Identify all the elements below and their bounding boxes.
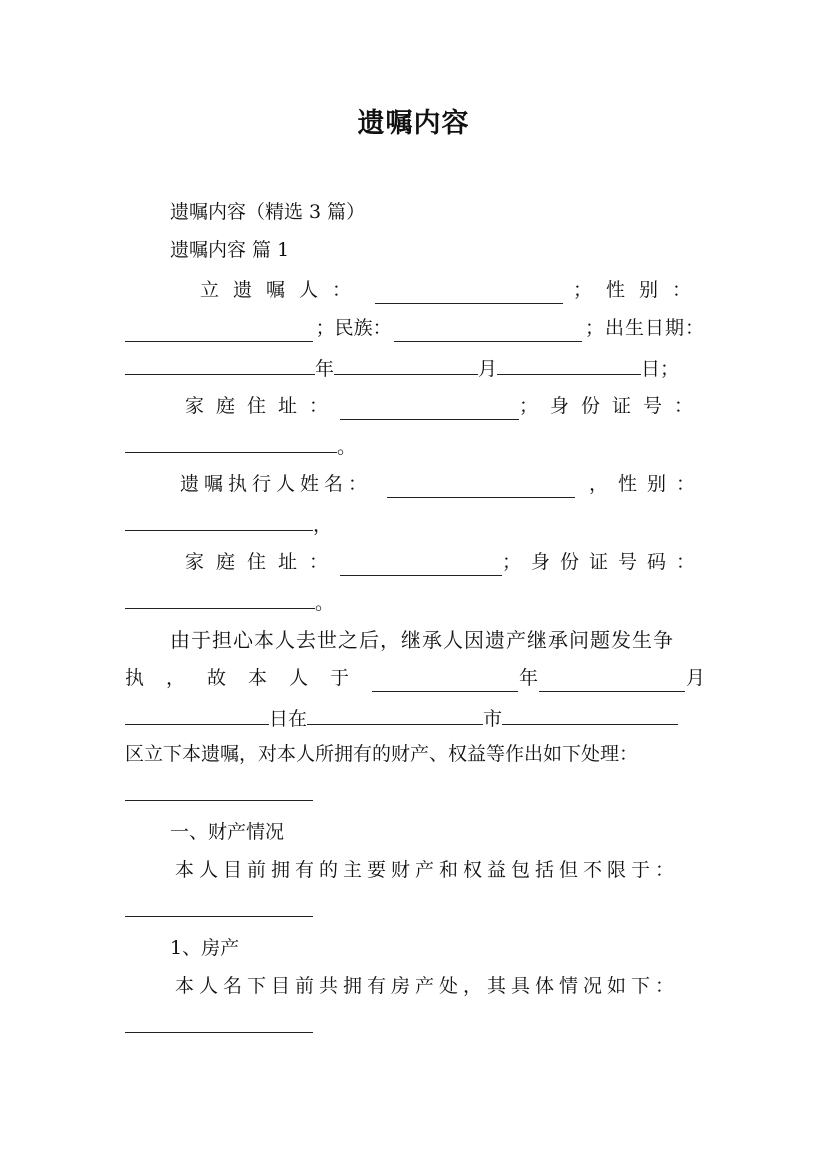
id-label: ；身份证号： xyxy=(518,395,705,417)
ethnicity-blank xyxy=(394,319,582,342)
executor-name-blank xyxy=(387,475,575,498)
testator-label: 立遗嘱人： xyxy=(200,279,366,301)
birth-label: ；出生日期： xyxy=(584,317,705,339)
executor-id-blank xyxy=(125,586,315,609)
property-list-blank xyxy=(125,894,313,917)
executor-line xyxy=(180,470,705,498)
document-title: 遗嘱内容 xyxy=(357,108,470,139)
month-label: 月 xyxy=(478,358,498,380)
executor-gender-line xyxy=(125,508,705,536)
blank-line-1 xyxy=(125,778,705,806)
home-address-line xyxy=(185,392,705,420)
home-address-blank xyxy=(340,397,519,420)
intro-line-3 xyxy=(125,702,705,730)
blank-line-2 xyxy=(125,894,705,922)
intro-month-label: 月 xyxy=(685,667,705,689)
executor-address-line xyxy=(185,548,705,576)
year-label: 年 xyxy=(315,358,335,380)
id-blank xyxy=(125,430,337,453)
executor-comma: ， xyxy=(313,514,333,536)
birth-day-blank xyxy=(497,352,641,375)
executor-gender-blank xyxy=(125,508,313,531)
part1-text: 本人目前拥有的主要财产和权益包括但不限于： xyxy=(175,859,680,881)
intro-day-blank xyxy=(125,702,269,725)
blank-line-3 xyxy=(125,1010,705,1038)
executor-period: 。 xyxy=(315,592,335,614)
intro-line-2 xyxy=(125,664,705,692)
executor-id-label: ；身份证号码： xyxy=(501,551,705,573)
intro-year-label: 年 xyxy=(518,667,538,689)
day-label: 日； xyxy=(641,358,680,380)
period: 。 xyxy=(337,436,357,458)
document-subtitle: 遗嘱内容（精选 3 篇） xyxy=(170,201,366,223)
intro-city-label: 市 xyxy=(483,708,503,730)
intro-month-blank xyxy=(539,669,685,692)
intro-year-blank xyxy=(372,669,518,692)
intro-day-label: 日在 xyxy=(269,708,308,730)
executor-gender-label: ，性别： xyxy=(588,473,705,495)
house-detail-blank xyxy=(125,1010,313,1033)
executor-name-label: 遗嘱执行人姓名： xyxy=(180,473,373,495)
intro-city-blank xyxy=(307,702,483,725)
birth-year-blank xyxy=(125,352,315,375)
testator-line xyxy=(200,276,705,304)
executor-id-line xyxy=(125,586,705,614)
part1-heading: 一、财产情况 xyxy=(170,821,285,843)
disposition-blank xyxy=(125,778,313,801)
executor-address-blank xyxy=(340,553,502,576)
intro-prefix: 执，故本人于 xyxy=(125,667,372,689)
intro-line-4: 区立下本遗嘱，对本人所拥有的财产、权益等作出如下处理： xyxy=(125,743,639,765)
ethnicity-label: ；民族： xyxy=(315,317,392,339)
birth-date-line xyxy=(125,352,705,380)
birth-month-blank xyxy=(334,352,478,375)
item1-text: 本人名下目前共拥有房产处，其具体情况如下： xyxy=(175,975,680,997)
intro-district-blank xyxy=(502,702,678,725)
id-line xyxy=(125,430,705,458)
intro-line-1: 由于担心本人去世之后，继承人因遗产继承问题发生争 xyxy=(170,628,674,652)
gender-blank xyxy=(125,319,313,342)
testator-gender-label: ；性别： xyxy=(572,279,705,301)
testator-ethnicity-line xyxy=(125,314,705,342)
executor-address-label: 家庭住址： xyxy=(185,551,341,573)
item1-heading: 1、房产 xyxy=(170,937,240,959)
testator-name-blank xyxy=(375,281,563,304)
section-heading: 遗嘱内容 篇 1 xyxy=(170,239,290,261)
home-address-label: 家庭住址： xyxy=(185,395,341,417)
